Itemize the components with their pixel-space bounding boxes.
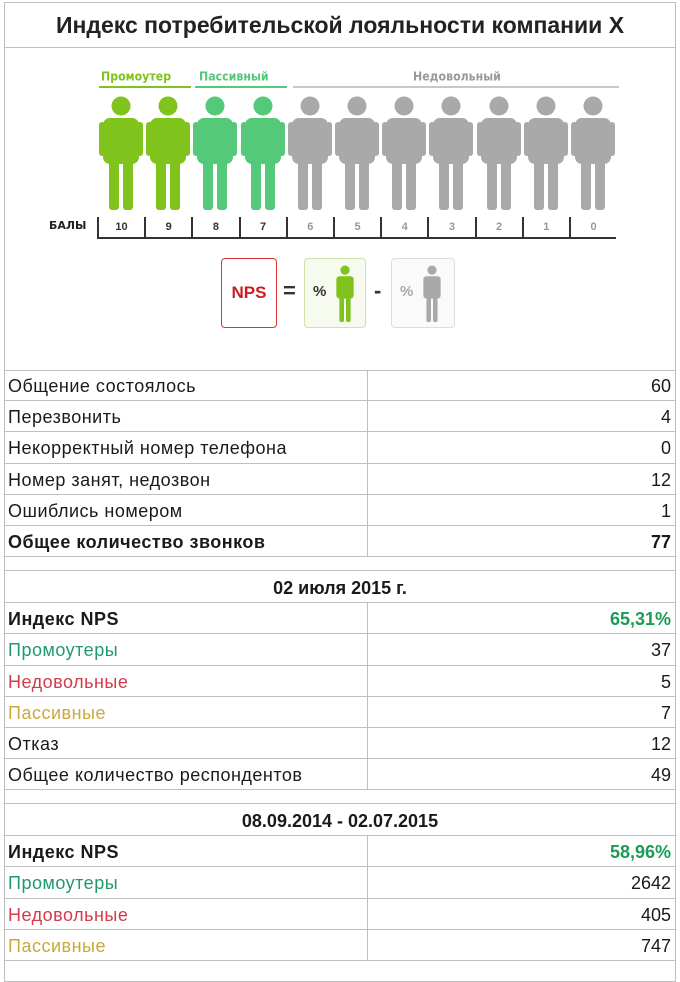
nps-label: Индекс NPS: [8, 842, 120, 863]
score-tick: 5: [333, 217, 380, 237]
nps-infographic: [5, 48, 675, 371]
row-value: 60: [650, 376, 671, 396]
detractors-label: Недовольные: [8, 904, 129, 925]
row-label: Перезвонить: [8, 407, 122, 428]
table-row: [5, 464, 675, 495]
row-value: 49: [650, 765, 671, 786]
table-row: [5, 697, 675, 728]
person-icon: [335, 96, 379, 210]
period-header: [5, 571, 675, 603]
score-tick: 1: [522, 217, 569, 237]
nps-value: 65,31%: [609, 609, 671, 630]
nps-row: [5, 836, 675, 867]
spacer-row: [5, 557, 675, 571]
score-tick: 6: [286, 217, 333, 237]
promoter-share-box: [304, 258, 366, 328]
row-value: 405: [640, 904, 671, 925]
table-row: [5, 370, 675, 401]
row-label: Номер занят, недозвон: [8, 469, 211, 490]
results-table: [5, 370, 675, 961]
score-scale: [97, 217, 616, 239]
row-value: 2642: [630, 873, 671, 894]
row-value: 5: [660, 671, 671, 692]
score-tick: 10: [97, 217, 144, 237]
detractor-group-label: Недовольный: [413, 69, 501, 84]
row-value: 747: [640, 935, 671, 956]
row-label: Общее количество звонков: [8, 531, 266, 552]
promoters-label: Промоутеры: [8, 640, 119, 661]
person-icon: [477, 96, 521, 210]
person-icon: [241, 96, 285, 210]
score-tick: 0: [569, 217, 616, 237]
table-row: [5, 899, 675, 930]
person-icon: [382, 96, 426, 210]
row-label: Некорректный номер телефона: [8, 438, 287, 459]
nps-label: Индекс NPS: [8, 609, 120, 630]
spreadsheet: [4, 2, 676, 982]
promoter-group-label: Промоутер: [101, 69, 172, 84]
passives-label: Пассивные: [8, 935, 106, 956]
detractor-share-box: [391, 258, 455, 328]
table-row: [5, 495, 675, 526]
detractor-person-icon: [419, 265, 445, 323]
score-tick: 2: [475, 217, 522, 237]
total-calls-row: [5, 526, 675, 557]
person-icon: [571, 96, 615, 210]
passive-group-label: Пассивный: [199, 69, 269, 84]
row-value: 7: [660, 702, 671, 723]
period-header: [5, 804, 675, 836]
period-date: 02 июля 2015 г.: [273, 578, 407, 599]
table-row: [5, 401, 675, 432]
period-date: 08.09.2014 - 02.07.2015: [241, 811, 439, 832]
page-title: Индекс потребительской лояльности компании X: [5, 3, 675, 48]
promoters-label: Промоутеры: [8, 873, 119, 894]
detractors-label: Недовольные: [8, 671, 129, 692]
equals-sign: =: [283, 278, 296, 303]
passive-group-line: [195, 86, 287, 88]
row-value: 1: [660, 500, 671, 521]
row-label: Общение состоялось: [8, 376, 197, 396]
row-value: 77: [650, 531, 671, 552]
spacer-row: [5, 790, 675, 804]
table-row: [5, 634, 675, 665]
row-label: Отказ: [8, 733, 60, 754]
score-tick: 4: [380, 217, 427, 237]
nps-value: 58,96%: [609, 842, 671, 863]
row-value: 12: [650, 469, 671, 490]
row-label: Ошиблись номером: [8, 500, 183, 521]
row-value: 4: [660, 407, 671, 428]
row-value: 12: [650, 733, 671, 754]
table-row: [5, 867, 675, 898]
table-row: [5, 759, 675, 790]
table-row: [5, 930, 675, 961]
person-icon: [146, 96, 190, 210]
person-icon: [524, 96, 568, 210]
score-tick: 9: [144, 217, 191, 237]
promoter-person-icon: [332, 265, 358, 323]
row-value: 37: [650, 640, 671, 661]
nps-row: [5, 603, 675, 634]
person-icon: [429, 96, 473, 210]
minus-sign: -: [374, 278, 382, 303]
row-label: Общее количество респондентов: [8, 765, 303, 786]
detractor-group-line: [293, 86, 619, 88]
table-row: [5, 666, 675, 697]
scale-label: БАЛЫ: [49, 219, 87, 232]
score-tick: 3: [427, 217, 474, 237]
person-icon: [193, 96, 237, 210]
nps-formula-box: NPS: [221, 258, 277, 328]
row-value: 0: [660, 438, 671, 459]
promoter-group-line: [99, 86, 191, 88]
person-icon: [288, 96, 332, 210]
score-tick: 7: [239, 217, 286, 237]
percent-sign: %: [313, 283, 327, 300]
passives-label: Пассивные: [8, 702, 106, 723]
table-row: [5, 728, 675, 759]
score-tick: 8: [191, 217, 238, 237]
percent-sign: %: [400, 283, 414, 300]
person-icon: [99, 96, 143, 210]
table-row: [5, 432, 675, 463]
